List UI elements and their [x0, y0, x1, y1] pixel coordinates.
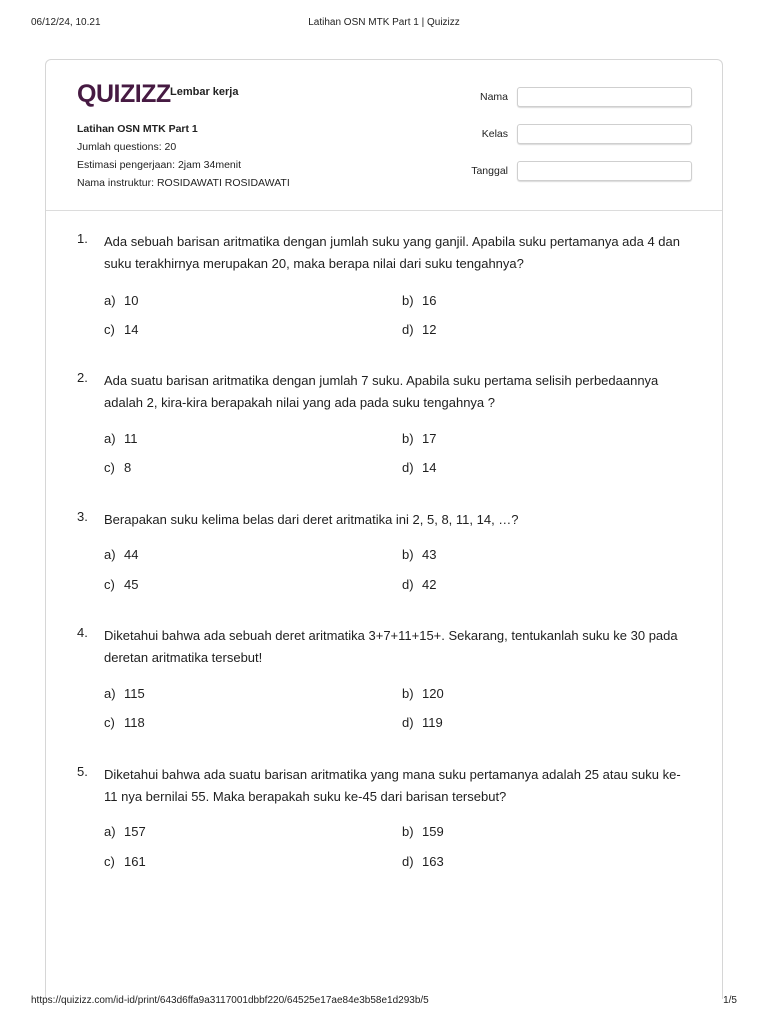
class-input[interactable] — [517, 124, 692, 144]
option-value: 42 — [422, 577, 437, 592]
class-label: Kelas — [481, 128, 508, 140]
question-text: Diketahui bahwa ada sebuah deret aritmatika 3+7+11+15+. Sekarang, tentukanlah suku ke 30 pada deretan aritmatika tersebut! — [104, 628, 678, 665]
print-footer — [31, 995, 737, 1009]
option-b — [402, 431, 436, 446]
option-value: 118 — [124, 715, 145, 730]
option-letter: a) — [104, 824, 116, 839]
option-letter: d) — [402, 854, 414, 869]
option-value: 16 — [422, 293, 437, 308]
option-letter: c) — [104, 322, 115, 337]
option-letter: c) — [104, 854, 115, 869]
question-number: 3. — [77, 509, 88, 524]
option-value: 8 — [124, 460, 132, 475]
quiz-title: Latihan OSN MTK Part 1 — [77, 123, 198, 135]
option-value: 14 — [422, 460, 437, 475]
option-d — [402, 460, 436, 475]
page-number: 1/5 — [723, 995, 737, 1006]
option-value: 43 — [422, 547, 437, 562]
option-c — [104, 577, 138, 592]
option-letter: b) — [402, 686, 414, 701]
date-label: Tanggal — [471, 165, 508, 177]
quiz-meta — [77, 120, 290, 192]
option-letter: c) — [104, 460, 115, 475]
option-value: 10 — [124, 293, 139, 308]
option-letter: b) — [402, 547, 414, 562]
option-letter: a) — [104, 431, 116, 446]
option-value: 45 — [124, 577, 139, 592]
option-value: 17 — [422, 431, 437, 446]
question-text: Berapakan suku kelima belas dari deret aritmatika ini 2, 5, 8, 11, 14, …? — [104, 512, 519, 527]
name-input[interactable] — [517, 87, 692, 107]
option-c — [104, 854, 146, 869]
worksheet-header — [46, 60, 722, 211]
option-value: 11 — [124, 431, 138, 446]
instructor-name: Nama instruktur: ROSIDAWATI ROSIDAWATI — [77, 177, 290, 189]
option-a — [104, 293, 138, 308]
option-letter: b) — [402, 824, 414, 839]
option-letter: b) — [402, 293, 414, 308]
question-text: Ada sebuah barisan aritmatika dengan jumlah suku yang ganjil. Apabila suku pertamanya ada 4 dan suku terakhirnya merupakan 20, maka berapa nilai dari suku tengahnya? — [104, 234, 680, 271]
question-count: Jumlah questions: 20 — [77, 141, 177, 153]
quizizz-logo: QUIZIZZ — [77, 80, 171, 108]
option-c — [104, 322, 138, 337]
option-b — [402, 293, 436, 308]
option-d — [402, 577, 436, 592]
option-a — [104, 686, 145, 701]
option-a — [104, 547, 138, 562]
question-number: 1. — [77, 231, 88, 246]
sheet-label: Lembar kerja — [170, 86, 239, 98]
question-number: 5. — [77, 764, 88, 779]
option-value: 115 — [124, 686, 145, 701]
question-text: Ada suatu barisan aritmatika dengan jumlah 7 suku. Apabila suku pertama selisih perbedaannya adalah 2, kira-kira berapakah nilai yang ada pada suku tengahnya ? — [104, 373, 659, 410]
option-c — [104, 460, 131, 475]
question-number: 4. — [77, 625, 88, 640]
option-value: 119 — [422, 715, 443, 730]
option-letter: a) — [104, 293, 116, 308]
option-c — [104, 715, 145, 730]
print-date: 06/12/24, 10.21 — [31, 17, 101, 28]
option-a — [104, 431, 138, 446]
option-value: 14 — [124, 322, 139, 337]
option-d — [402, 322, 436, 337]
option-d — [402, 854, 444, 869]
option-letter: a) — [104, 686, 116, 701]
option-b — [402, 547, 436, 562]
option-value: 120 — [422, 686, 444, 701]
date-input[interactable] — [517, 161, 692, 181]
print-header — [31, 17, 737, 31]
option-value: 157 — [124, 824, 146, 839]
option-value: 163 — [422, 854, 444, 869]
print-title: Latihan OSN MTK Part 1 | Quizizz — [308, 17, 460, 28]
option-value: 12 — [422, 322, 437, 337]
option-value: 159 — [422, 824, 444, 839]
question-number: 2. — [77, 370, 88, 385]
option-letter: d) — [402, 577, 414, 592]
time-estimate: Estimasi pengerjaan: 2jam 34menit — [77, 159, 242, 171]
question-text: Diketahui bahwa ada suatu barisan aritmatika yang mana suku pertamanya adalah 25 atau suku ke-11 nya bernilai 55. Maka berapakah suku ke-45 dari barisan tersebut? — [104, 767, 681, 804]
option-letter: c) — [104, 715, 115, 730]
option-letter: a) — [104, 547, 116, 562]
option-letter: c) — [104, 577, 115, 592]
option-letter: d) — [402, 715, 414, 730]
option-value: 161 — [124, 854, 146, 869]
option-a — [104, 824, 146, 839]
option-b — [402, 824, 444, 839]
print-url: https://quizizz.com/id-id/print/643d6ffa9a3117001dbbf220/64525e17ae84e3b58e1d293b/5 — [31, 995, 429, 1006]
option-letter: b) — [402, 431, 414, 446]
option-d — [402, 715, 443, 730]
worksheet — [45, 59, 723, 999]
option-letter: d) — [402, 460, 414, 475]
option-value: 44 — [124, 547, 139, 562]
option-b — [402, 686, 444, 701]
option-letter: d) — [402, 322, 414, 337]
name-label: Nama — [479, 91, 508, 103]
